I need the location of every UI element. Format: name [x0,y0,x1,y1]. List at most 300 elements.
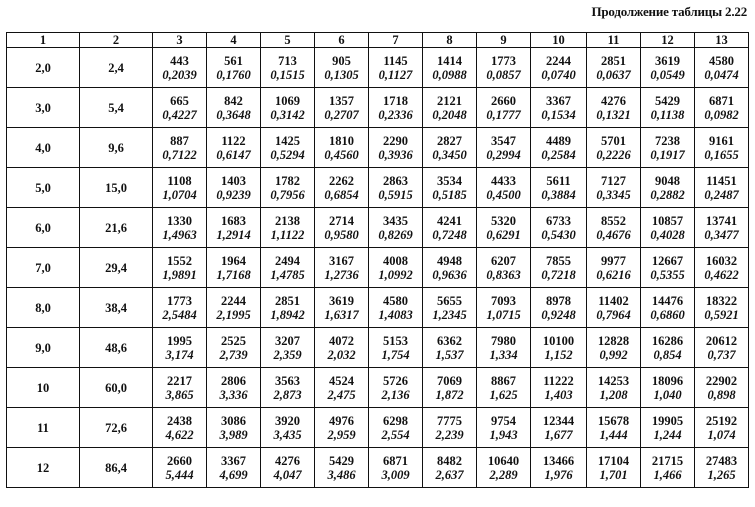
table-row [7,88,749,128]
value-lower: 1,466 [653,467,682,482]
value-cell [695,168,749,208]
value-cell [423,368,477,408]
table-row [7,328,749,368]
value-upper: 15678 [597,413,630,428]
value-upper: 3167 [329,253,354,268]
value-upper: 2660 [491,93,516,108]
column-header-5: 5 [261,33,315,48]
value-upper: 7855 [546,253,571,268]
value-upper: 2438 [167,413,192,428]
value-cell [477,328,531,368]
value-upper: 1773 [491,53,516,68]
value-cell [695,248,749,288]
value-upper: 1683 [221,213,246,228]
value-cell [315,248,369,288]
value-lower: 0,898 [707,387,736,402]
value-cell [587,408,641,448]
row-second-cell: 15,0 [80,168,153,208]
value-upper: 4489 [546,133,571,148]
value-cell [315,208,369,248]
value-lower: 0,6147 [216,147,251,162]
value-lower: 1,7168 [216,267,251,282]
value-upper: 1357 [329,93,354,108]
value-upper: 22902 [705,373,738,388]
value-lower: 2,032 [327,347,356,362]
value-lower: 1,943 [489,427,518,442]
value-cell [587,168,641,208]
value-cell [641,88,695,128]
value-lower: 0,737 [707,347,736,362]
value-upper: 1425 [275,133,300,148]
value-upper: 665 [170,93,189,108]
value-lower: 3,865 [165,387,194,402]
value-cell [641,448,695,488]
value-cell [477,288,531,328]
row-second-cell: 86,4 [80,448,153,488]
value-lower: 0,8269 [378,227,413,242]
value-cell [531,448,587,488]
value-cell [261,128,315,168]
row-key-cell: 6,0 [7,208,80,248]
value-lower: 0,5294 [270,147,305,162]
value-upper: 2244 [546,53,571,68]
value-cell [207,248,261,288]
value-upper: 8978 [546,293,571,308]
value-cell [315,48,369,88]
value-lower: 0,4227 [162,107,197,122]
value-lower: 1,0715 [486,307,521,322]
value-upper: 1145 [383,53,408,68]
value-lower: 0,3345 [596,187,631,202]
value-lower: 0,0740 [541,67,576,82]
value-cell [477,88,531,128]
value-cell [369,168,423,208]
value-upper: 4580 [383,293,408,308]
value-lower: 0,1777 [486,107,521,122]
value-cell [477,208,531,248]
value-cell [531,208,587,248]
value-lower: 1,0704 [162,187,197,202]
value-upper: 7069 [437,373,462,388]
value-cell [531,128,587,168]
value-upper: 8482 [437,453,462,468]
value-lower: 0,1321 [596,107,631,122]
value-lower: 2,637 [435,467,464,482]
value-lower: 0,1917 [650,147,685,162]
value-cell [587,448,641,488]
table-row [7,48,749,88]
value-cell [153,368,207,408]
value-upper: 3920 [275,413,300,428]
value-upper: 561 [224,53,243,68]
value-upper: 1403 [221,173,246,188]
value-upper: 1718 [383,93,408,108]
value-upper: 6871 [709,93,734,108]
value-lower: 0,3936 [378,147,413,162]
value-upper: 4241 [437,213,462,228]
value-upper: 5655 [437,293,462,308]
value-upper: 27483 [705,453,738,468]
value-cell [423,408,477,448]
value-upper: 1964 [221,253,246,268]
value-upper: 7093 [491,293,516,308]
value-upper: 9048 [655,173,680,188]
value-lower: 0,9239 [216,187,251,202]
value-upper: 6298 [383,413,408,428]
value-upper: 14253 [597,373,630,388]
row-key-cell: 7,0 [7,248,80,288]
value-upper: 2525 [221,333,246,348]
value-upper: 9977 [601,253,626,268]
row-second-cell: 9,6 [80,128,153,168]
value-upper: 1782 [275,173,300,188]
value-lower: 0,3450 [432,147,467,162]
value-lower: 0,4676 [596,227,631,242]
value-lower: 0,1127 [378,67,413,82]
value-cell [641,128,695,168]
value-lower: 2,136 [381,387,410,402]
value-upper: 4948 [437,253,462,268]
value-upper: 2121 [437,93,462,108]
value-lower: 0,5430 [541,227,576,242]
value-lower: 0,0637 [596,67,631,82]
value-cell [531,248,587,288]
value-upper: 12828 [597,333,630,348]
value-upper: 4433 [491,173,516,188]
value-upper: 3367 [546,93,571,108]
value-upper: 19905 [651,413,684,428]
value-lower: 1,2914 [216,227,251,242]
value-upper: 10100 [542,333,575,348]
value-cell [315,128,369,168]
value-lower: 0,0988 [432,67,467,82]
row-second-cell: 60,0 [80,368,153,408]
column-header-12: 12 [641,33,695,48]
value-lower: 1,244 [653,427,682,442]
row-key-cell: 4,0 [7,128,80,168]
value-lower: 0,4028 [650,227,685,242]
value-lower: 0,1534 [541,107,576,122]
value-upper: 2827 [437,133,462,148]
value-cell [641,288,695,328]
value-lower: 2,5484 [162,307,197,322]
value-upper: 13466 [542,453,575,468]
value-cell [369,368,423,408]
value-cell [369,328,423,368]
value-upper: 5429 [655,93,680,108]
value-lower: 0,3884 [541,187,576,202]
value-lower: 0,2487 [704,187,739,202]
value-lower: 0,2226 [596,147,631,162]
value-cell [423,88,477,128]
value-cell [477,408,531,448]
value-upper: 1995 [167,333,192,348]
value-lower: 0,992 [599,347,628,362]
table-row [7,368,749,408]
value-cell [641,208,695,248]
value-lower: 3,486 [327,467,356,482]
value-upper: 6871 [383,453,408,468]
value-upper: 5320 [491,213,516,228]
value-upper: 4580 [709,53,734,68]
value-cell [587,328,641,368]
value-upper: 10640 [487,453,520,468]
value-lower: 1,9891 [162,267,197,282]
value-cell [261,48,315,88]
value-cell [531,48,587,88]
value-upper: 2290 [383,133,408,148]
value-lower: 0,7248 [432,227,467,242]
value-cell [641,328,695,368]
row-second-cell: 5,4 [80,88,153,128]
value-cell [423,128,477,168]
row-second-cell: 29,4 [80,248,153,288]
value-lower: 4,622 [165,427,194,442]
value-lower: 1,265 [707,467,736,482]
value-lower: 2,359 [273,347,302,362]
value-cell [695,48,749,88]
value-cell [641,168,695,208]
value-cell [369,408,423,448]
value-lower: 2,554 [381,427,410,442]
value-upper: 1330 [167,213,192,228]
value-lower: 0,6291 [486,227,521,242]
value-upper: 2262 [329,173,354,188]
value-upper: 3435 [383,213,408,228]
value-cell [261,368,315,408]
value-upper: 8867 [491,373,516,388]
value-lower: 0,5355 [650,267,685,282]
value-lower: 2,873 [273,387,302,402]
value-upper: 11222 [543,373,574,388]
value-upper: 5701 [601,133,626,148]
value-lower: 3,174 [165,347,194,362]
value-lower: 1,334 [489,347,518,362]
column-header-3: 3 [153,33,207,48]
value-cell [423,208,477,248]
value-upper: 9161 [709,133,734,148]
value-upper: 12667 [651,253,684,268]
row-key-cell: 5,0 [7,168,80,208]
table-caption: Продолжение таблицы 2.22 [591,4,747,19]
value-cell [369,88,423,128]
value-cell [261,208,315,248]
value-upper: 4072 [329,333,354,348]
value-cell [315,328,369,368]
table-row [7,168,749,208]
value-upper: 16286 [651,333,684,348]
value-upper: 2217 [167,373,192,388]
value-lower: 1,4785 [270,267,305,282]
value-cell [369,248,423,288]
value-lower: 1,701 [599,467,628,482]
value-lower: 1,1122 [270,227,305,242]
value-upper: 8552 [601,213,626,228]
value-cell [315,368,369,408]
value-lower: 1,4083 [378,307,413,322]
value-lower: 0,854 [653,347,682,362]
value-lower: 0,2039 [162,67,197,82]
value-cell [695,88,749,128]
value-cell [153,128,207,168]
value-lower: 0,1760 [216,67,251,82]
value-upper: 2851 [275,293,300,308]
value-cell [261,328,315,368]
value-cell [587,48,641,88]
column-header-9: 9 [477,33,531,48]
value-lower: 0,5915 [378,187,413,202]
table-row [7,408,749,448]
value-lower: 0,4622 [704,267,739,282]
value-upper: 1552 [167,253,192,268]
value-upper: 2244 [221,293,246,308]
value-upper: 6733 [546,213,571,228]
value-upper: 3367 [221,453,246,468]
value-cell [207,88,261,128]
value-upper: 7238 [655,133,680,148]
value-cell [261,448,315,488]
value-lower: 1,444 [599,427,628,442]
value-lower: 0,9580 [324,227,359,242]
value-upper: 4524 [329,373,354,388]
value-cell [531,288,587,328]
value-lower: 0,0982 [704,107,739,122]
value-cell [153,288,207,328]
value-cell [423,168,477,208]
value-upper: 13741 [705,213,738,228]
value-upper: 20612 [705,333,738,348]
value-cell [315,88,369,128]
value-cell [477,48,531,88]
value-lower: 1,040 [653,387,682,402]
value-cell [315,448,369,488]
value-cell [587,368,641,408]
value-upper: 10857 [651,213,684,228]
value-lower: 0,9248 [541,307,576,322]
value-upper: 2863 [383,173,408,188]
value-lower: 0,2882 [650,187,685,202]
value-upper: 25192 [705,413,738,428]
value-lower: 1,403 [544,387,573,402]
value-lower: 3,336 [219,387,248,402]
value-upper: 3563 [275,373,300,388]
value-cell [641,48,695,88]
value-lower: 0,0549 [650,67,685,82]
value-lower: 1,2736 [324,267,359,282]
value-cell [207,288,261,328]
value-lower: 0,2336 [378,107,413,122]
value-lower: 0,5185 [432,187,467,202]
row-second-cell: 48,6 [80,328,153,368]
value-cell [531,408,587,448]
value-upper: 11402 [598,293,629,308]
value-cell [207,48,261,88]
value-lower: 0,6216 [596,267,631,282]
value-upper: 3207 [275,333,300,348]
value-cell [369,288,423,328]
value-upper: 6207 [491,253,516,268]
value-cell [207,328,261,368]
value-upper: 1069 [275,93,300,108]
value-cell [153,328,207,368]
value-lower: 0,6860 [650,307,685,322]
value-lower: 0,2707 [324,107,359,122]
value-upper: 17104 [597,453,630,468]
value-lower: 0,6854 [324,187,359,202]
value-cell [153,408,207,448]
value-upper: 4276 [601,93,626,108]
value-upper: 7980 [491,333,516,348]
row-key-cell: 2,0 [7,48,80,88]
value-upper: 21715 [651,453,684,468]
value-lower: 2,739 [219,347,248,362]
value-lower: 1,2345 [432,307,467,322]
value-cell [315,408,369,448]
value-lower: 3,009 [381,467,410,482]
value-lower: 4,699 [219,467,248,482]
value-lower: 0,7218 [541,267,576,282]
value-cell [369,208,423,248]
value-cell [587,208,641,248]
value-lower: 0,0857 [486,67,521,82]
value-upper: 713 [278,53,297,68]
value-lower: 3,989 [219,427,248,442]
row-second-cell: 38,4 [80,288,153,328]
value-cell [153,208,207,248]
row-key-cell: 11 [7,408,80,448]
value-lower: 0,2048 [432,107,467,122]
column-header-10: 10 [531,33,587,48]
value-upper: 2494 [275,253,300,268]
column-header-2: 2 [80,33,153,48]
value-lower: 0,4560 [324,147,359,162]
row-key-cell: 12 [7,448,80,488]
value-upper: 5726 [383,373,408,388]
value-cell [369,48,423,88]
value-lower: 1,976 [544,467,573,482]
value-lower: 0,1655 [704,147,739,162]
value-upper: 9754 [491,413,516,428]
value-lower: 4,047 [273,467,302,482]
value-lower: 2,289 [489,467,518,482]
data-table [6,32,749,488]
table-row [7,288,749,328]
value-lower: 2,475 [327,387,356,402]
value-cell [423,448,477,488]
value-lower: 1,677 [544,427,573,442]
row-second-cell: 2,4 [80,48,153,88]
value-cell [531,168,587,208]
table-row [7,448,749,488]
column-header-1: 1 [7,33,80,48]
value-cell [423,248,477,288]
value-lower: 0,8363 [486,267,521,282]
row-second-cell: 21,6 [80,208,153,248]
value-cell [207,128,261,168]
value-upper: 3086 [221,413,246,428]
row-key-cell: 8,0 [7,288,80,328]
value-upper: 2806 [221,373,246,388]
value-lower: 1,208 [599,387,628,402]
value-upper: 3547 [491,133,516,148]
value-upper: 12344 [542,413,575,428]
value-cell [477,128,531,168]
value-cell [695,448,749,488]
value-upper: 1414 [437,53,462,68]
value-cell [369,448,423,488]
value-upper: 16032 [705,253,738,268]
value-lower: 0,3648 [216,107,251,122]
